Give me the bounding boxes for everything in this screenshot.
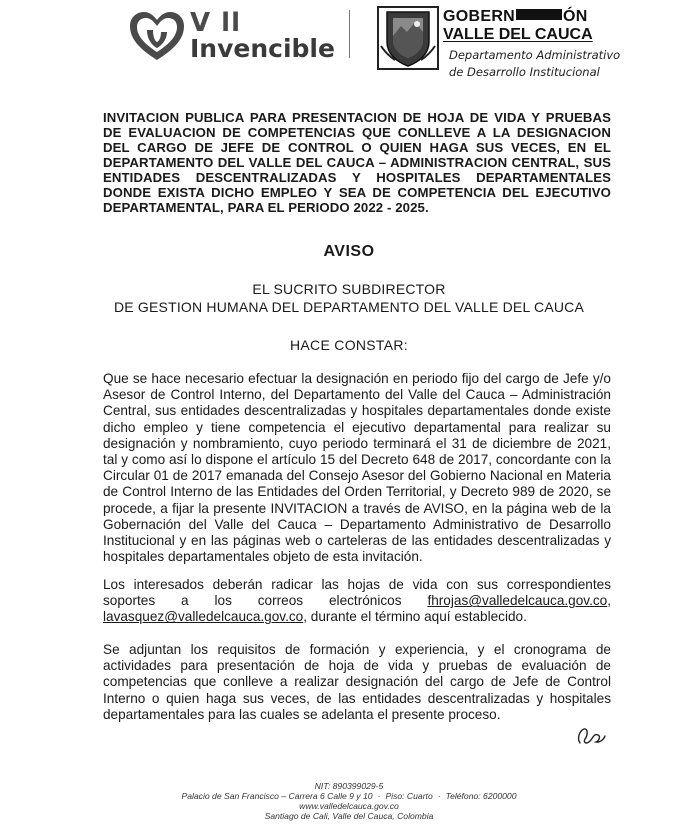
header-divider (349, 10, 350, 58)
footer-separator: · (437, 791, 441, 801)
government-title-start: GOBERN (443, 8, 516, 25)
handwritten-initials-icon (574, 721, 608, 749)
footer-floor: Piso: Cuarto (385, 791, 433, 801)
department-line-2: de Desarrollo Institucional (449, 65, 600, 79)
signatory-line-2: DE GESTION HUMANA DEL DEPARTAMENTO DEL VALLE DEL CAUCA (113, 299, 585, 315)
valle-invencible-logo (128, 8, 368, 64)
footer-city: Santiago de Cali, Valle del Cauca, Colombia (264, 811, 434, 821)
declaration-heading: HACE CONSTAR: (290, 337, 408, 353)
footer-nit: NIT: 890399029-5 (314, 781, 384, 791)
email-link-lavasquez[interactable]: lavasquez@valledelcauca.gov.co (103, 609, 304, 625)
government-title (443, 8, 588, 26)
logo-text-top: V ll (190, 8, 241, 38)
coat-of-arms-seal-icon (377, 6, 439, 70)
email-link-fhrojas[interactable]: fhrojas@valledelcauca.gov.co (427, 593, 608, 609)
department-line-1: Departamento Administrativo (449, 48, 621, 62)
submission-text-end: , durante el término aquí establecido. (303, 609, 527, 625)
heart-shield-logo-icon (128, 10, 186, 62)
footer-address: Palacio de San Francisco – Carrera 6 Calle 9 y 10 (181, 791, 373, 801)
footer-address-line (0, 791, 698, 801)
signatory-line-1: EL SUCRITO SUBDIRECTOR (252, 281, 446, 297)
letterhead (0, 0, 698, 90)
government-subtitle: VALLE DEL CAUCA (443, 26, 593, 43)
footer-phone: Teléfono: 6200000 (445, 791, 517, 801)
email-separator: , (607, 593, 612, 609)
paragraph-submission (103, 577, 611, 626)
footer-separator: · (377, 791, 381, 801)
government-title-end: ÓN (563, 8, 588, 25)
paragraph-designation: Que se hace necesario efectuar la designación en periodo fijo del cargo de Jefe y/o Asesor de Control Interno, del Departamento del Valle del Cauca – Administración Central, sus entidades descentralizadas y hospitales departamentales donde existe dicho empleo y tiene competencia el ejecutivo departamental para realizar su designación y nombramiento, cuyo periodo terminará el 31 de diciembre de 2021, tal y como así lo dispone el artículo 15 del Decreto 648 de 2017, concordante con la Circular 01 de 2017 emanada del Consejo Asesor del Gobierno Nacional en Materia de Control Interno de las Entidades del Orden Territorial, y Decreto 989 de 2020, se procede, a fijar la presente INVITACION a través de AVISO, en la página web de la Gobernación del Valle del Cauca – Departamento Administrativo de Desarrollo Institucional y en las páginas web o carteleras de las entidades descentralizadas y hospitales departamentales objeto de esta invitación. (103, 371, 611, 565)
document-title: INVITACION PUBLICA PARA PRESENTACION DE HOJA DE VIDA Y PRUEBAS DE EVALUACION DE COMPETENCIAS QUE CONLLEVE A LA DESIGNACION DEL CARGO DE JEFE DE CONTROL O QUIEN HAGA SUS VECES, EN EL DEPARTAMENTO DEL VALLE DEL CAUCA – ADMINISTRACION CENTRAL, SUS ENTIDADES DESCENTRALIZADAS Y HOSPITALES DEPARTAMENTALES DONDE EXISTA DICHO EMPLEO Y SEA DE COMPETENCIA DEL EJECUTIVO DEPARTAMENTAL, PARA EL PERIODO 2022 - 2025. (103, 110, 611, 215)
notice-heading: AVISO (323, 243, 375, 260)
redaction-mark (516, 9, 562, 20)
logo-text-invencible: Invencible (190, 34, 335, 63)
paragraph-attachments: Se adjuntan los requisitos de formación y experiencia, y el cronograma de actividades para presentación de hoja de vida y pruebas de evaluación de competencias que conlleve a realizar designación del cargo de Jefe de Control Interno o quien haga sus veces, de las entidades descentralizadas y hospitales departamentales para las cuales se adelanta el presente proceso. (103, 642, 611, 722)
submission-text: Los interesados deberán radicar las hojas de vida con sus correspondientes soportes a los correos electrónicos (103, 577, 611, 609)
footer-website[interactable]: www.valledelcauca.gov.co (299, 801, 399, 811)
